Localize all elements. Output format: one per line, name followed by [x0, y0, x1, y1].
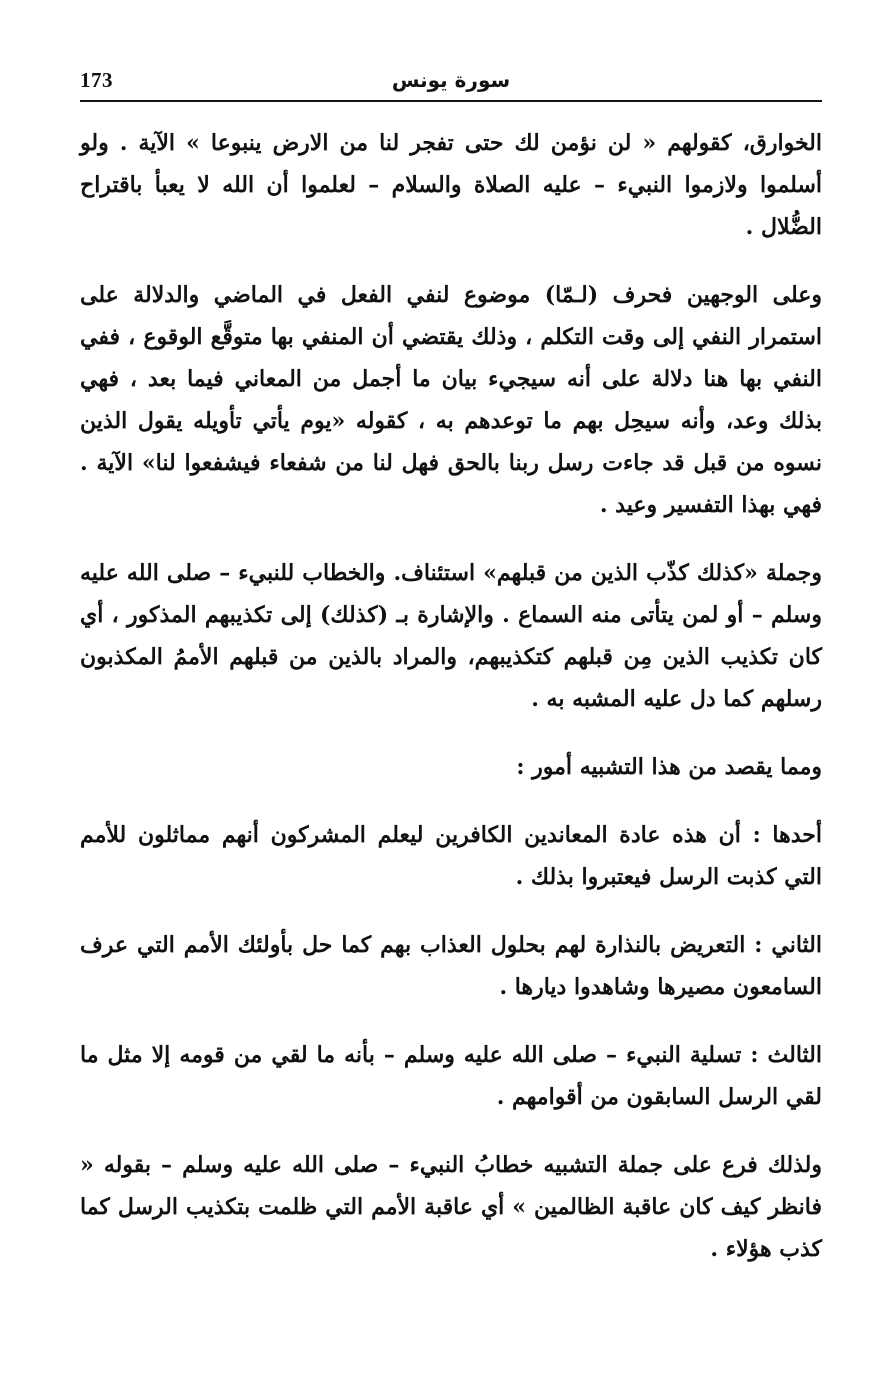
- paragraph-5: أحدها : أن هذه عادة المعاندين الكافرين ليعلم المشركون أنهم مماثلون للأمم التي كذبت الرسل فيعتبروا بذلك .: [80, 822, 822, 890]
- paragraph-7: الثالث : تسلية النبيء – صلى الله عليه وسلم – بأنه ما لقي من قومه إلا مثل ما لقي الرسل السابقون من أقوامهم .: [80, 1042, 822, 1110]
- body-text: [80, 122, 822, 1296]
- paragraph-3: وجملة «كذلك كذّب الذين من قبلهم» استئناف. والخطاب للنبيء – صلى الله عليه وسلم – أو لمن يتأتى منه السماع . والإشارة بـ (كذلك) إلى تكذيبهم المذكور ، أي كان تكذيب الذين مِن قبلهم كتكذيبهم، والمراد بالذين من قبلهم الأممُ المكذبون رسلهم كما دل عليه المشبه به .: [80, 560, 822, 712]
- paragraph-6: الثاني : التعريض بالنذارة لهم بحلول العذاب بهم كما حل بأولئك الأمم التي عرف السامعون مصيرها وشاهدوا ديارها .: [80, 932, 822, 1000]
- running-title: سورة يونس: [391, 68, 511, 92]
- paragraph-8: ولذلك فرع على جملة التشبيه خطابُ النبيء – صلى الله عليه وسلم – بقوله « فانظر كيف كان عاقبة الظالمين » أي عاقبة الأمم التي ظلمت بتكذيب الرسل كما كذب هؤلاء .: [80, 1152, 822, 1262]
- page-number: 173: [80, 68, 113, 92]
- paragraph-4: ومما يقصد من هذا التشبيه أمور :: [516, 754, 822, 780]
- paragraph-1: الخوارق، كقولهم « لن نؤمن لك حتى تفجر لنا من الارض ينبوعا » الآية . ولو أسلموا ولازموا النبيء – عليه الصلاة والسلام – لعلموا أن الله لا يعبأ باقتراح الضُّلال .: [80, 130, 822, 240]
- paragraph-2: وعلى الوجهين فحرف (لـمّا) موضوع لنفي الفعل في الماضي والدلالة على استمرار النفي إلى وقت التكلم ، وذلك يقتضي أن المنفي بها متوقَّع الوقوع ، ففي النفي بها هنا دلالة على أنه سيجيء بيان ما أجمل من المعاني فيما بعد ، فهي بذلك وعد، وأنه سيحِل بهم ما توعدهم به ، كقوله «يوم يأتي تأويله يقول الذين نسوه من قبل قد جاءت رسل ربنا بالحق فهل لنا من شفعاء فيشفعوا لنا» الآية . فهي بهذا التفسير وعيد .: [80, 282, 822, 518]
- header-divider: [80, 100, 822, 102]
- page-header: [80, 62, 822, 102]
